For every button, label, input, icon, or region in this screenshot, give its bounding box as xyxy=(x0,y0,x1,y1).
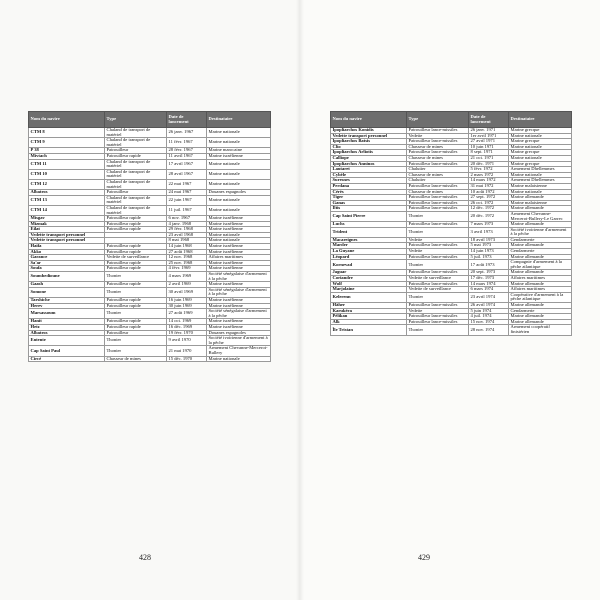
header-launch-date: Date de lancement xyxy=(469,112,509,128)
cell-ship-type: Patrouilleur lance-missiles xyxy=(407,128,469,134)
cell-ship-type: Patrouilleur rapide xyxy=(105,244,167,250)
cell-ship-name: Wolf xyxy=(331,281,407,287)
cell-ship-type: Vedette xyxy=(407,249,469,255)
table-row xyxy=(29,159,271,169)
cell-launch-date: 4 janv. 1968 xyxy=(167,221,207,227)
cell-ship-name: Cap Saint Paul xyxy=(29,346,105,356)
cell-launch-date: 5 févr. 1972 xyxy=(469,167,509,173)
cell-ship-type: Chaland de transport de matériel xyxy=(105,169,167,179)
cell-recipient: Marine marocaine xyxy=(207,148,271,154)
cell-launch-date: 28 avril 1967 xyxy=(167,169,207,179)
cell-recipient: Armement coopératif finistérien xyxy=(509,325,572,335)
cell-ship-type: Chaland de transport de matériel xyxy=(105,195,167,205)
table-row xyxy=(29,287,271,297)
cell-launch-date: 24 mai 1967 xyxy=(167,190,207,196)
cell-ship-name: Sa'ar xyxy=(29,260,105,266)
cell-ship-type: Chaland de transport de matériel xyxy=(105,138,167,148)
cell-recipient: Marine allemande xyxy=(509,222,572,228)
cell-recipient: Marine israélienne xyxy=(207,303,271,309)
cell-recipient: Marine nationale xyxy=(207,205,271,215)
cell-launch-date: 19 févr. 1970 xyxy=(167,330,207,336)
cell-ship-type: Patrouilleur lance-missiles xyxy=(407,195,469,201)
cell-ship-type: Patrouilleur xyxy=(105,190,167,196)
cell-ship-type: Thonier xyxy=(407,227,469,237)
cell-ship-name: Ipopliarchos Konidis xyxy=(331,128,407,134)
cell-ship-name: CTM 13 xyxy=(29,195,105,205)
cell-recipient: Marine nationale xyxy=(207,195,271,205)
table-row xyxy=(331,260,572,270)
cell-launch-date: 21 mai 1970 xyxy=(167,346,207,356)
cell-recipient: Marine nationale xyxy=(207,169,271,179)
cell-recipient: Marine israélienne xyxy=(207,221,271,227)
cell-ship-name: Häher xyxy=(331,303,407,309)
cell-recipient: Marine allemande xyxy=(509,281,572,287)
page-number-left: 428 xyxy=(139,553,151,562)
cell-ship-name: Macareignes xyxy=(331,237,407,243)
cell-ship-type: Patrouilleur rapide xyxy=(105,227,167,233)
table-row xyxy=(331,128,572,134)
cell-ship-name: CTM 11 xyxy=(29,159,105,169)
cell-launch-date: 2 mars 1972 xyxy=(469,172,509,178)
table-row xyxy=(331,150,572,156)
cell-ship-type: Patrouilleur rapide xyxy=(105,153,167,159)
cell-recipient: Marine israélienne xyxy=(207,319,271,325)
cell-ship-type: Patrouilleur rapide xyxy=(105,282,167,288)
cell-launch-date: 3 avril 1973 xyxy=(469,227,509,237)
cell-ship-type: Patrouilleur xyxy=(105,148,167,154)
ships-table-left xyxy=(28,111,271,362)
cell-ship-type: Thonier xyxy=(407,260,469,270)
cell-ship-name: Entente xyxy=(29,336,105,346)
cell-recipient: Marine allemande xyxy=(509,195,572,201)
cell-launch-date: 23 avril 1968 xyxy=(167,232,207,238)
cell-launch-date: 5 juil. 1973 xyxy=(469,254,509,260)
cell-recipient: Marine nationale xyxy=(207,232,271,238)
cell-recipient: Marine nationale xyxy=(207,179,271,189)
header-type: Type xyxy=(105,112,167,128)
cell-ship-type: Patrouilleur lance-missiles xyxy=(407,303,469,309)
cell-ship-type: Patrouilleur rapide xyxy=(105,303,167,309)
cell-launch-date: 14 oct. 1969 xyxy=(167,319,207,325)
cell-ship-name: Jaguar xyxy=(331,270,407,276)
cell-ship-type: Thonier xyxy=(407,325,469,335)
cell-ship-name: Ipopliarchos Batsis xyxy=(331,139,407,145)
cell-launch-date: 10 août 1972 xyxy=(469,189,509,195)
cell-ship-type: Chasseur de mines xyxy=(105,356,167,362)
cell-ship-name: Île Tristan xyxy=(331,325,407,335)
cell-recipient: Armement Dhellemmes xyxy=(509,167,572,173)
cell-ship-type: Chasseur de mines xyxy=(407,155,469,161)
table-row xyxy=(29,205,271,215)
cell-ship-type: Chaland de transport de matériel xyxy=(105,128,167,138)
cell-ship-type: Chalutier xyxy=(407,178,469,184)
cell-recipient: Marine nationale xyxy=(509,133,572,139)
cell-launch-date: 5 juin 1974 xyxy=(469,308,509,314)
cell-ship-name: Luchs xyxy=(331,222,407,228)
cell-recipient: Marine malaisienne xyxy=(509,200,572,206)
cell-ship-type: Patrouilleur rapide xyxy=(105,266,167,272)
cell-ship-name: Ipopliarchos Anninos xyxy=(331,161,407,167)
cell-ship-name: Ganas xyxy=(331,200,407,206)
table-row xyxy=(331,139,572,145)
cell-recipient: Marine israélienne xyxy=(207,216,271,222)
cell-ship-type: Vedette de surveillance xyxy=(407,287,469,293)
cell-launch-date: 17 déc. 1973 xyxy=(469,276,509,282)
cell-ship-type: Patrouilleur lance-missiles xyxy=(407,139,469,145)
cell-ship-type: Patrouilleur rapide xyxy=(105,216,167,222)
ships-table-right xyxy=(330,111,572,336)
cell-launch-date: 31 mai 1972 xyxy=(469,183,509,189)
cell-ship-name: Suresnes xyxy=(331,178,407,184)
cell-ship-name: Garance xyxy=(29,255,105,261)
cell-ship-type: Patrouilleur rapide xyxy=(105,249,167,255)
table-row xyxy=(29,346,271,356)
cell-ship-name: Tiger xyxy=(331,195,407,201)
cell-recipient: Marine nationale xyxy=(207,128,271,138)
cell-recipient: Marine grecque xyxy=(509,128,572,134)
cell-launch-date: 20 déc. 1971 xyxy=(469,161,509,167)
page-number-right: 429 xyxy=(418,553,430,562)
cell-ship-name: Akko xyxy=(29,249,105,255)
cell-recipient: Marine nationale xyxy=(207,159,271,169)
cell-ship-name: Marder xyxy=(331,243,407,249)
cell-ship-name: Cérès xyxy=(331,189,407,195)
cell-recipient: Marine nationale xyxy=(509,189,572,195)
cell-ship-type: Patrouilleur lance-missiles xyxy=(407,254,469,260)
cell-recipient: Marine malaisienne xyxy=(509,183,572,189)
cell-recipient: Douanes espagnoles xyxy=(207,330,271,336)
cell-recipient: Marine grecque xyxy=(509,139,572,145)
cell-recipient: Affaires maritimes xyxy=(509,276,572,282)
cell-ship-name: Kornevad xyxy=(331,260,407,270)
cell-ship-type: Thonier xyxy=(105,287,167,297)
cell-launch-date: 11 juil. 1967 xyxy=(167,205,207,215)
cell-recipient: Marine allemande xyxy=(509,254,572,260)
cell-ship-name: Perdana xyxy=(331,183,407,189)
cell-launch-date: 14 mars 1974 xyxy=(469,281,509,287)
cell-launch-date: 28 févr. 1967 xyxy=(167,148,207,154)
cell-recipient: Société ivoirienne d'armement à la pêche xyxy=(207,336,271,346)
table-row xyxy=(331,292,572,302)
cell-recipient: Marine israélienne xyxy=(207,266,271,272)
table-row xyxy=(29,356,271,362)
cell-ship-name: Circé xyxy=(29,356,105,362)
header-type: Type xyxy=(407,112,469,128)
cell-ship-type: Chaland de transport de matériel xyxy=(105,159,167,169)
header-ship-name: Nom du navire xyxy=(29,112,105,128)
cell-ship-name: Herev xyxy=(29,303,105,309)
cell-launch-date: 6 mars 1974 xyxy=(469,287,509,293)
ships-table-left-body xyxy=(29,128,271,362)
cell-recipient: Marine israélienne xyxy=(207,260,271,266)
cell-ship-type: Patrouilleur rapide xyxy=(105,221,167,227)
cell-ship-type: Patrouilleur lance-missiles xyxy=(407,206,469,212)
cell-ship-name: Cybèle xyxy=(331,172,407,178)
cell-launch-date: 9 avril 1970 xyxy=(167,336,207,346)
cell-ship-type: Patrouilleur rapide xyxy=(105,319,167,325)
cell-ship-type: Patrouilleur lance-missiles xyxy=(407,314,469,320)
cell-ship-name: Karukéra xyxy=(331,308,407,314)
cell-recipient: Marine israélienne xyxy=(207,282,271,288)
cell-launch-date: 21 oct. 1971 xyxy=(469,155,509,161)
cell-recipient: Société ivoirienne d'armement à la pêche xyxy=(509,227,572,237)
cell-ship-type: Thonier xyxy=(407,211,469,221)
cell-launch-date: 15 nov. 1974 xyxy=(469,319,509,325)
cell-recipient: Marine allemande xyxy=(509,206,572,212)
cell-ship-type: Chaland de transport de matériel xyxy=(105,179,167,189)
cell-launch-date: 17 août 1973 xyxy=(469,260,509,270)
cell-launch-date: 23 avril 1974 xyxy=(469,292,509,302)
cell-recipient: Affaires maritimes xyxy=(207,255,271,261)
table-row xyxy=(29,336,271,346)
cell-ship-name: Ipopliarchos Arliotis xyxy=(331,150,407,156)
cell-ship-name: Léopard xyxy=(331,254,407,260)
cell-launch-date: 30 juin 1969 xyxy=(167,303,207,309)
cell-launch-date: 26 avril 1974 xyxy=(469,303,509,309)
cell-ship-name: Mivtach xyxy=(29,153,105,159)
cell-recipient: Coopérative d'armement à la pêche atlantique xyxy=(509,292,572,302)
cell-launch-date: 16 juin 1969 xyxy=(167,298,207,304)
cell-launch-date: 8 mai 1968 xyxy=(167,238,207,244)
cell-ship-name: La Guyane xyxy=(331,249,407,255)
cell-launch-date: 22 juin 1967 xyxy=(167,195,207,205)
cell-recipient: Compagnie d'armement à la pêche atlantique xyxy=(509,260,572,270)
cell-launch-date: 14 juin 1968 xyxy=(167,244,207,250)
cell-recipient: Société sénégalaise d'armement à la pêche xyxy=(207,287,271,297)
table-row xyxy=(331,211,572,221)
header-launch-date: Date de lancement xyxy=(167,112,207,128)
cell-ship-type: Chasseur de mines xyxy=(407,189,469,195)
cell-launch-date: 17 avril 1967 xyxy=(167,159,207,169)
cell-launch-date: 12 nov. 1968 xyxy=(167,255,207,261)
cell-ship-type: Thonier xyxy=(105,336,167,346)
cell-launch-date: 5 mai 1973 xyxy=(469,243,509,249)
cell-ship-type: Thonier xyxy=(105,309,167,319)
cell-launch-date: 10 juin 1971 xyxy=(469,144,509,150)
cell-ship-name: P 38 xyxy=(29,148,105,154)
cell-ship-name: Misgav xyxy=(29,216,105,222)
cell-ship-name: Tarshiche xyxy=(29,298,105,304)
cell-ship-type: Vedette xyxy=(407,133,469,139)
cell-launch-date: 26 janv. 1971 xyxy=(469,128,509,134)
cell-ship-type: Vedette de surveillance xyxy=(105,255,167,261)
cell-launch-date: 16 déc. 1969 xyxy=(167,324,207,330)
cell-ship-type: Patrouilleur lance-missiles xyxy=(407,150,469,156)
table-row xyxy=(331,161,572,167)
table-row xyxy=(331,325,572,335)
cell-recipient: Société sénégalaise d'armement à la pêche xyxy=(207,309,271,319)
table-row xyxy=(29,195,271,205)
cell-ship-type: Chalutier xyxy=(407,167,469,173)
cell-ship-name: Iltis xyxy=(331,206,407,212)
cell-ship-name: Somone xyxy=(29,287,105,297)
cell-recipient: Marine israélienne xyxy=(207,244,271,250)
cell-ship-name: Kelerenn xyxy=(331,292,407,302)
cell-recipient: Marine allemande xyxy=(509,303,572,309)
table-header-row xyxy=(331,112,572,128)
cell-launch-date: 26 oct. 1972 xyxy=(469,200,509,206)
cell-ship-name: Pélikan xyxy=(331,314,407,320)
cell-recipient: Marine nationale xyxy=(207,238,271,244)
cell-ship-name: Gaash xyxy=(29,282,105,288)
cell-ship-name: Trident xyxy=(331,227,407,237)
cell-launch-date: 14 mars 1972 xyxy=(469,178,509,184)
table-row xyxy=(29,272,271,282)
cell-ship-name: Vedette transport personnel xyxy=(331,133,407,139)
cell-launch-date: 29 févr. 1968 xyxy=(167,227,207,233)
cell-recipient: Affaires maritimes xyxy=(509,287,572,293)
header-recipient: Destinataire xyxy=(509,112,572,128)
cell-ship-name: Vedette transport personnel xyxy=(29,232,105,238)
cell-ship-name: Hetz xyxy=(29,324,105,330)
cell-ship-name: Haifa xyxy=(29,244,105,250)
header-recipient: Destinataire xyxy=(207,112,271,128)
cell-launch-date: 18 avril 1973 xyxy=(469,237,509,243)
cell-ship-type: Patrouilleur lance-missiles xyxy=(407,161,469,167)
cell-launch-date: 4 févr. 1969 xyxy=(167,266,207,272)
cell-recipient: Armement Dhellemmes xyxy=(509,178,572,184)
cell-recipient: Marine nationale xyxy=(509,144,572,150)
cell-ship-name: Soufa xyxy=(29,266,105,272)
cell-ship-name: Clio xyxy=(331,144,407,150)
cell-recipient: Marine grecque xyxy=(509,150,572,156)
cell-ship-name: Lautaret xyxy=(331,167,407,173)
cell-recipient: Armement Chevanne-Mercerot-Bullery-Le Garrec xyxy=(509,211,572,221)
cell-ship-name: CTM 8 xyxy=(29,128,105,138)
cell-recipient: Marine nationale xyxy=(509,172,572,178)
cell-launch-date: 4 mars 1969 xyxy=(167,272,207,282)
cell-ship-type: Vedette xyxy=(407,308,469,314)
cell-ship-type: Patrouilleur rapide xyxy=(105,298,167,304)
cell-recipient: Armement Chevanne-Mercerot-Bullery xyxy=(207,346,271,356)
cell-launch-date: 25 nov. 1968 xyxy=(167,260,207,266)
cell-ship-name: CTM 12 xyxy=(29,179,105,189)
cell-recipient: Douanes espagnoles xyxy=(207,190,271,196)
table-row xyxy=(29,309,271,319)
cell-recipient: Marine nationale xyxy=(509,155,572,161)
cell-recipient: Marine allemande xyxy=(509,314,572,320)
cell-ship-type: Chasseur de mines xyxy=(407,144,469,150)
table-row xyxy=(29,128,271,138)
cell-launch-date: 2 avril 1969 xyxy=(167,282,207,288)
table-row xyxy=(29,169,271,179)
cell-ship-type: Thonier xyxy=(105,346,167,356)
cell-launch-date: 26 janv. 1967 xyxy=(167,128,207,138)
cell-ship-type: Thonier xyxy=(105,272,167,282)
cell-ship-type: Patrouilleur lance-missiles xyxy=(407,243,469,249)
cell-launch-date: 12 déc. 1972 xyxy=(469,206,509,212)
cell-ship-type: Patrouilleur lance-missiles xyxy=(407,222,469,228)
cell-recipient: Marine israélienne xyxy=(207,227,271,233)
cell-launch-date: 1er avril 1971 xyxy=(469,133,509,139)
cell-ship-type: Vedette xyxy=(407,237,469,243)
cell-recipient: Marine grecque xyxy=(509,161,572,167)
cell-ship-type: Chaland de transport de matériel xyxy=(105,205,167,215)
table-header-row xyxy=(29,112,271,128)
table-row xyxy=(29,138,271,148)
cell-recipient: Marine nationale xyxy=(207,138,271,148)
cell-ship-type: Patrouilleur lance-missiles xyxy=(407,319,469,325)
cell-recipient: Marine israélienne xyxy=(207,249,271,255)
cell-recipient: Marine nationale xyxy=(207,356,271,362)
cell-launch-date: 8 sept. 1971 xyxy=(469,150,509,156)
cell-recipient: Société sénégalaise d'armement à la pêche xyxy=(207,272,271,282)
cell-ship-type: Patrouilleur lance-missiles xyxy=(407,183,469,189)
cell-ship-name: CTM 14 xyxy=(29,205,105,215)
cell-ship-type: Chasseur de mines xyxy=(407,172,469,178)
cell-launch-date: 27 août 1969 xyxy=(167,309,207,319)
cell-launch-date: 6 nov. 1967 xyxy=(167,216,207,222)
table-row xyxy=(29,179,271,189)
cell-ship-name: Hanit xyxy=(29,319,105,325)
cell-ship-name: Eilat xyxy=(29,227,105,233)
cell-launch-date: 27 sept. 1972 xyxy=(469,195,509,201)
cell-launch-date: 20 déc. 1972 xyxy=(469,211,509,221)
cell-ship-type: Patrouilleur lance-missiles xyxy=(407,200,469,206)
cell-recipient: Marine allemande xyxy=(509,319,572,325)
cell-launch-date: 27 avril 1971 xyxy=(469,139,509,145)
cell-ship-name: Coriandre xyxy=(331,276,407,282)
cell-recipient: Marine israélienne xyxy=(207,324,271,330)
cell-ship-type: Vedette de surveillance xyxy=(407,276,469,282)
cell-recipient: Marine israélienne xyxy=(207,298,271,304)
book-gutter xyxy=(296,0,304,600)
cell-ship-type: Patrouilleur xyxy=(105,330,167,336)
cell-ship-name: Vedette transport personnel xyxy=(29,238,105,244)
cell-ship-name: Marsassoum xyxy=(29,309,105,319)
cell-ship-type: Patrouilleur rapide xyxy=(105,324,167,330)
cell-ship-name: Albatros xyxy=(29,190,105,196)
cell-ship-name: Marjolaine xyxy=(331,287,407,293)
cell-ship-name: Alk xyxy=(331,319,407,325)
cell-launch-date: 7 mars 1973 xyxy=(469,222,509,228)
cell-ship-name: CTM 9 xyxy=(29,138,105,148)
cell-ship-type: Patrouilleur rapide xyxy=(105,260,167,266)
cell-recipient: Marine allemande xyxy=(509,243,572,249)
cell-recipient: Gendarmerie xyxy=(509,308,572,314)
cell-ship-type: Thonier xyxy=(407,292,469,302)
header-ship-name: Nom du navire xyxy=(331,112,407,128)
table-row xyxy=(331,227,572,237)
cell-ship-name: Cap Saint Pierre xyxy=(331,211,407,221)
cell-launch-date: 15 déc. 1970 xyxy=(167,356,207,362)
cell-recipient: Gendarmerie xyxy=(509,237,572,243)
cell-ship-name: Albatros xyxy=(29,330,105,336)
cell-launch-date: 14 juin 1973 xyxy=(469,249,509,255)
cell-launch-date: 20 sept. 1973 xyxy=(469,270,509,276)
cell-launch-date: 30 avril 1969 xyxy=(167,287,207,297)
cell-launch-date: 11 avril 1967 xyxy=(167,153,207,159)
cell-recipient: Marine israélienne xyxy=(207,153,271,159)
cell-ship-name: CTM 10 xyxy=(29,169,105,179)
cell-ship-name: Calliope xyxy=(331,155,407,161)
cell-launch-date: 4 juil. 1974 xyxy=(469,314,509,320)
cell-launch-date: 22 mai 1967 xyxy=(167,179,207,189)
cell-ship-type: Patrouilleur lance-missiles xyxy=(407,281,469,287)
cell-ship-name: Soumbedioune xyxy=(29,272,105,282)
cell-launch-date: 28 nov. 1974 xyxy=(469,325,509,335)
cell-launch-date: 11 févr. 1967 xyxy=(167,138,207,148)
cell-ship-type: Patrouilleur lance-missiles xyxy=(407,270,469,276)
cell-recipient: Marine allemande xyxy=(509,270,572,276)
cell-launch-date: 27 août 1968 xyxy=(167,249,207,255)
cell-recipient: Gendarmerie xyxy=(509,249,572,255)
ships-table-right-body xyxy=(331,128,572,336)
cell-ship-name: Mizmak xyxy=(29,221,105,227)
